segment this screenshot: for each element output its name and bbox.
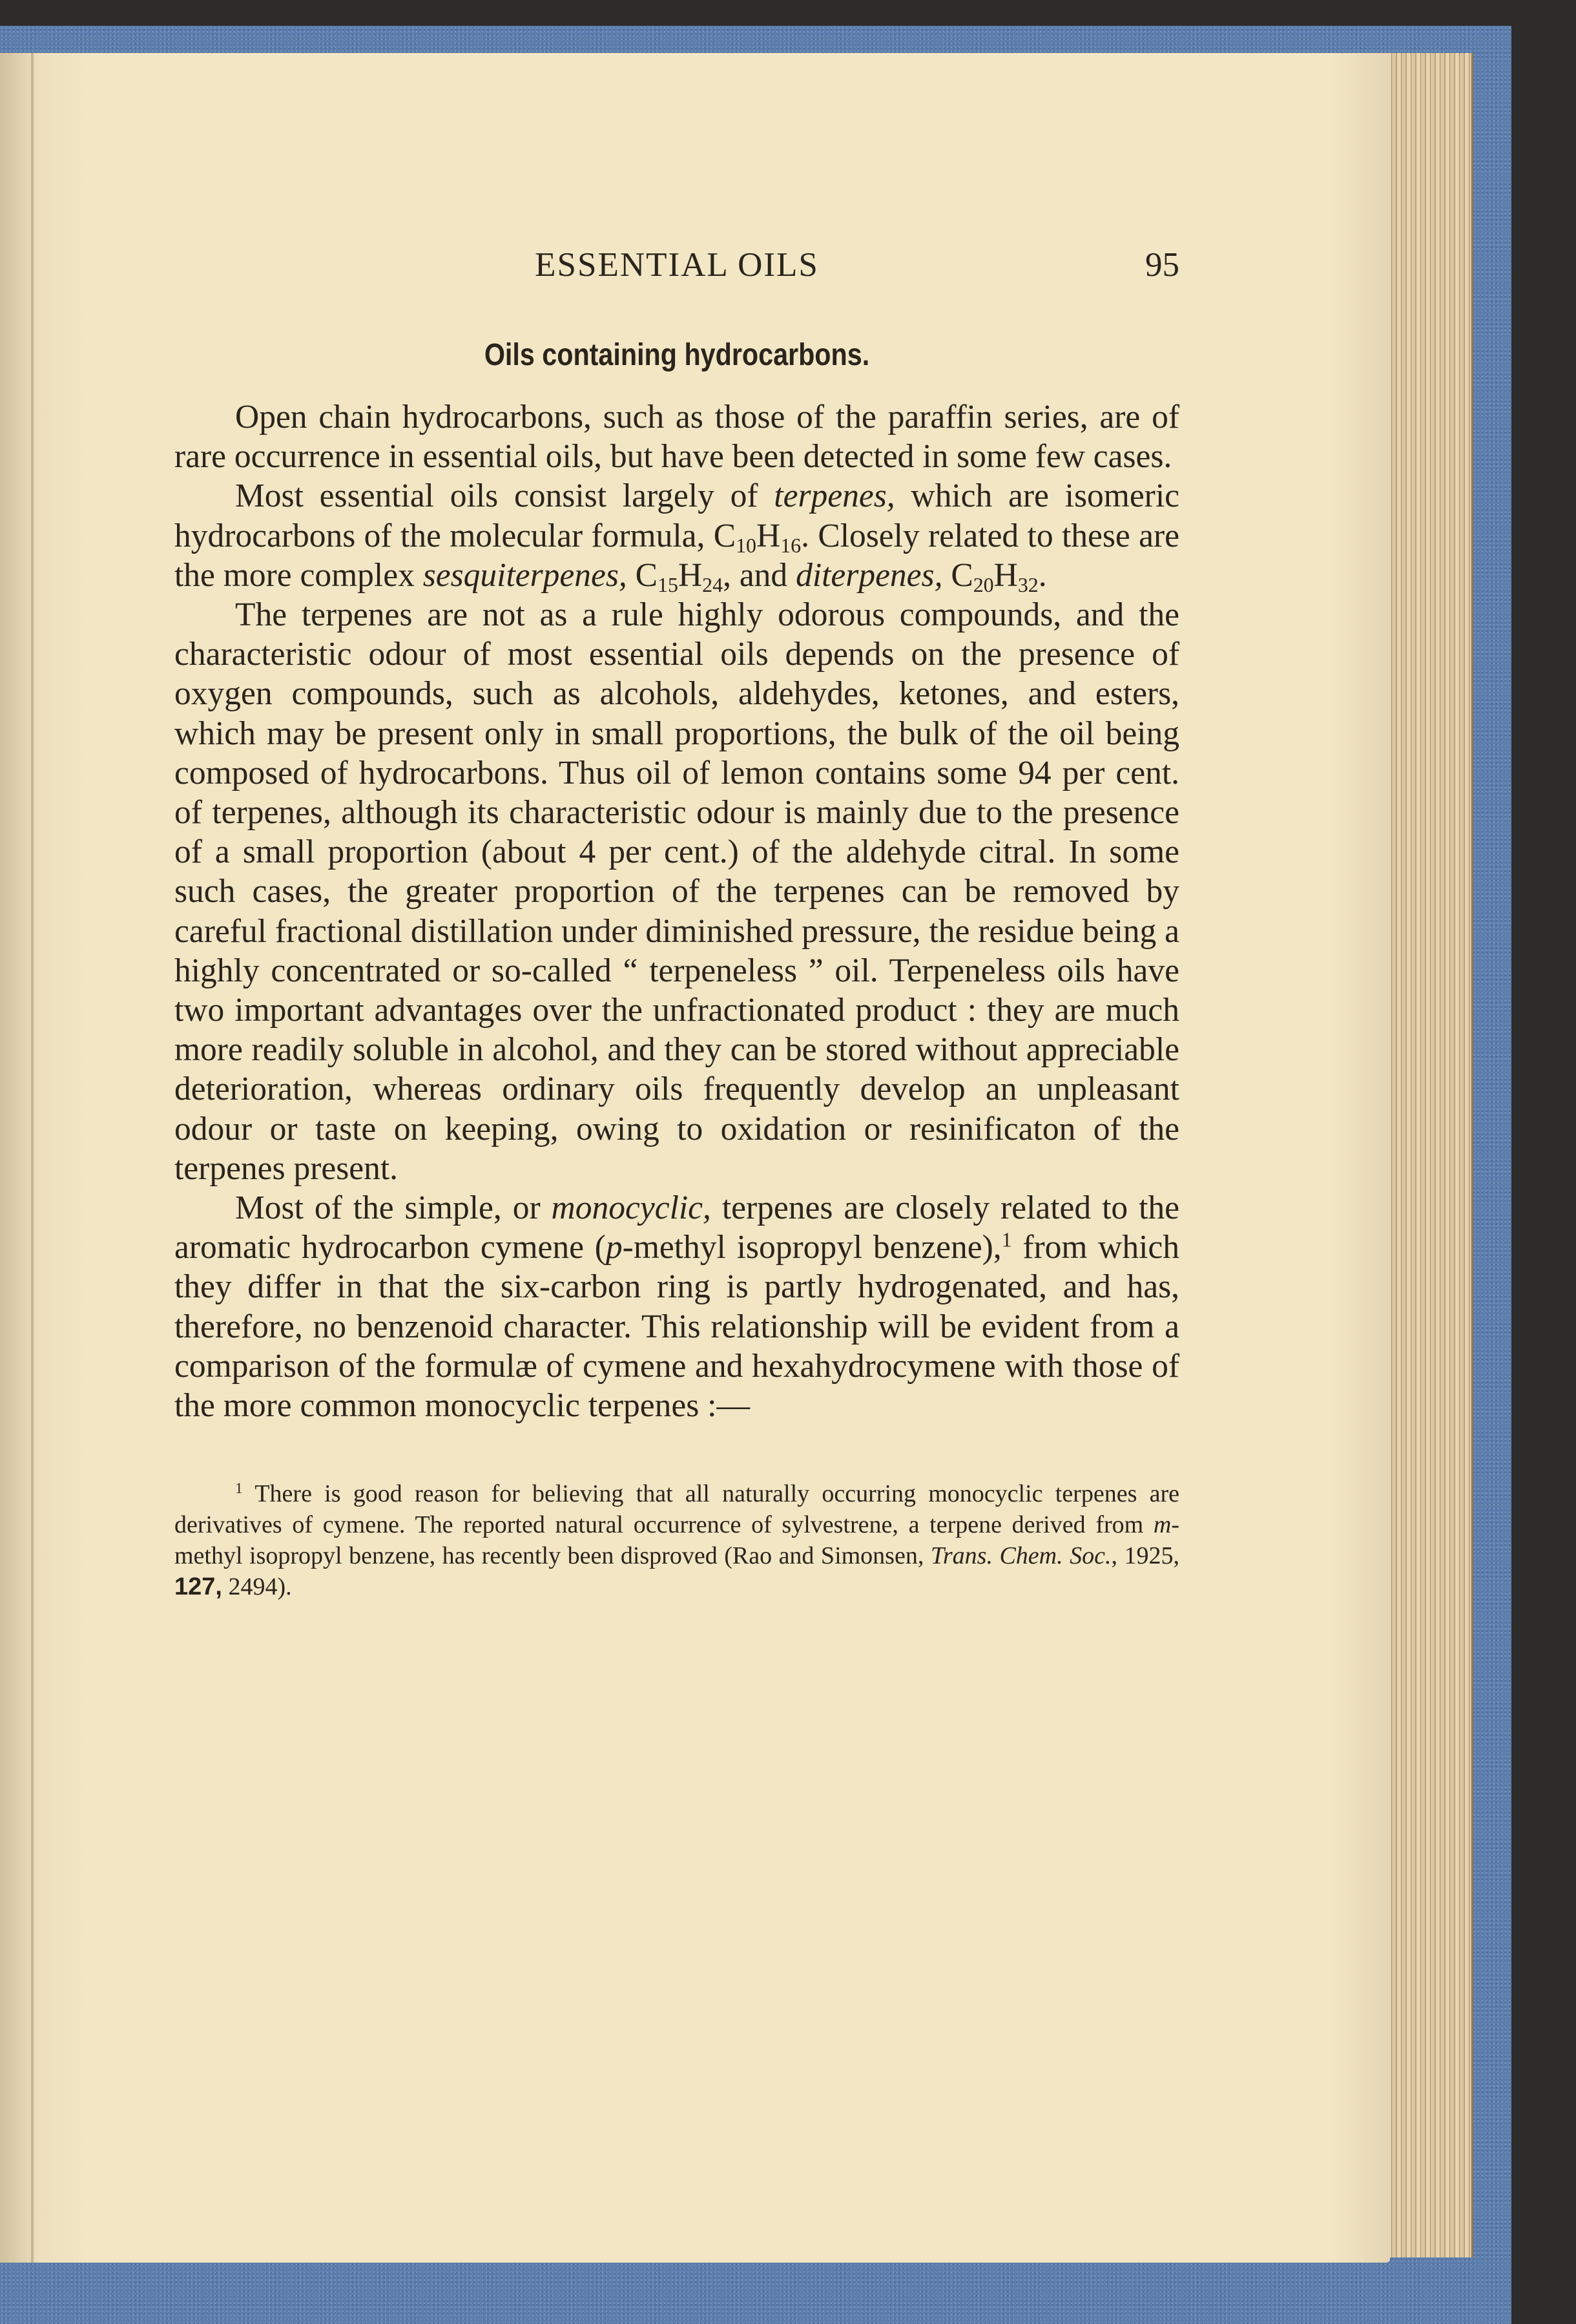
journal-title: Trans. Chem. Soc. (930, 1542, 1112, 1570)
term-diterpenes: diterpenes, (796, 556, 943, 594)
text-run: Most of the simple, or (235, 1189, 552, 1227)
text-run: . Closely related to these are the more complex (174, 517, 1179, 594)
term-sesquiterpenes: sesquiterpenes, (422, 556, 627, 594)
text-run: H (678, 556, 703, 594)
text-run: , 1925, (1111, 1542, 1179, 1570)
subscript: 10 (736, 534, 756, 557)
page-edges (1382, 53, 1473, 2257)
text-run: from which they differ in that the six-carbon ring is partly hydrogenated, and has, therefore, no benzenoid character. This relationship will be evident from a comparison of the formulæ of cymene and hexahydrocymene with those of the more common monocyclic terpenes :— (174, 1229, 1180, 1425)
paragraph-terpenes (174, 476, 1179, 595)
subscript: 16 (780, 534, 802, 557)
page-content (174, 246, 1179, 1627)
page-gutter (31, 53, 34, 2263)
running-head (174, 246, 1179, 304)
subscript: 32 (1017, 573, 1039, 596)
text-run: There is good reason for believing that all naturally occurring monocyclic terpenes are derivatives of cymene. The reported natural occurrence of sylvestrene, a terpene derived from (174, 1480, 1179, 1539)
footnote-reference: 1 (1001, 1228, 1012, 1251)
text-run: Most essential oils consist largely of (235, 477, 774, 515)
term-monocyclic: monocyclic, (551, 1189, 711, 1227)
text-run: terpenes are closely related to the aromatic hydrocarbon cymene ( (174, 1189, 1179, 1266)
term-meta: m (1153, 1511, 1172, 1539)
text-run: , and (723, 556, 796, 594)
running-head-title: ESSENTIAL OILS (535, 246, 819, 284)
subscript: 20 (973, 573, 994, 596)
text-run: -methyl isopropyl benzene), (622, 1229, 1002, 1266)
text-run: . (1038, 556, 1047, 594)
subscript: 15 (658, 573, 678, 596)
page-number: 95 (1145, 246, 1179, 284)
text-run: H (756, 517, 781, 554)
paragraph-open-chain: Open chain hydrocarbons, such as those of the paraffin series, are of rare occurrence in essential oils, but have been detected in some few cases. (174, 399, 1179, 476)
subscript: 24 (702, 573, 723, 596)
text-run: 2494). (222, 1573, 292, 1601)
text-run: H (993, 556, 1018, 594)
term-para: p (605, 1229, 623, 1266)
footnote (174, 1478, 1179, 1602)
text-run: -methyl isopropyl benzene, has recently been disproved (Rao and Simonsen, (174, 1511, 1179, 1570)
paragraph-terpene-odour: The terpenes are not as a rule highly odorous compounds, and the characteristic odour of most essential oils depends on the presence of oxygen compounds, such as alcohols, aldehydes, ketones, and esters, which may be present only in small proportions, the bulk of the oil being composed of hydrocarbons. Thus oil of lemon contains some 94 per cent. of terpenes, although its characteristic odour is mainly due to the presence of a small proportion (about 4 per cent.) of the aldehyde citral. In some such cases, the greater proportion of the terpenes can be removed by careful fractional distillation under diminished pressure, the residue being a highly concentrated or so-called “ terpeneless ” oil. Terpeneless oils have two important advantages over the unfractionated product : they are much more readily soluble in alcohol, and they can be stored without appreciable deterioration, whereas ordinary oils frequently develop an unpleasant odour or taste on keeping, owing to oxidation or resinificaton of the terpenes present. (174, 596, 1179, 1187)
volume-number: 127, (174, 1573, 222, 1601)
footnote-marker: 1 (235, 1480, 243, 1498)
paragraph-monocyclic (174, 1188, 1179, 1425)
term-terpenes: terpenes, (774, 477, 895, 515)
section-title: Oils containing hydrocarbons. (484, 338, 870, 372)
text-run: C (627, 556, 658, 594)
text-run: C (942, 556, 973, 594)
text-run: which are isomeric hydrocarbons of the molecular formula, C (174, 477, 1179, 554)
